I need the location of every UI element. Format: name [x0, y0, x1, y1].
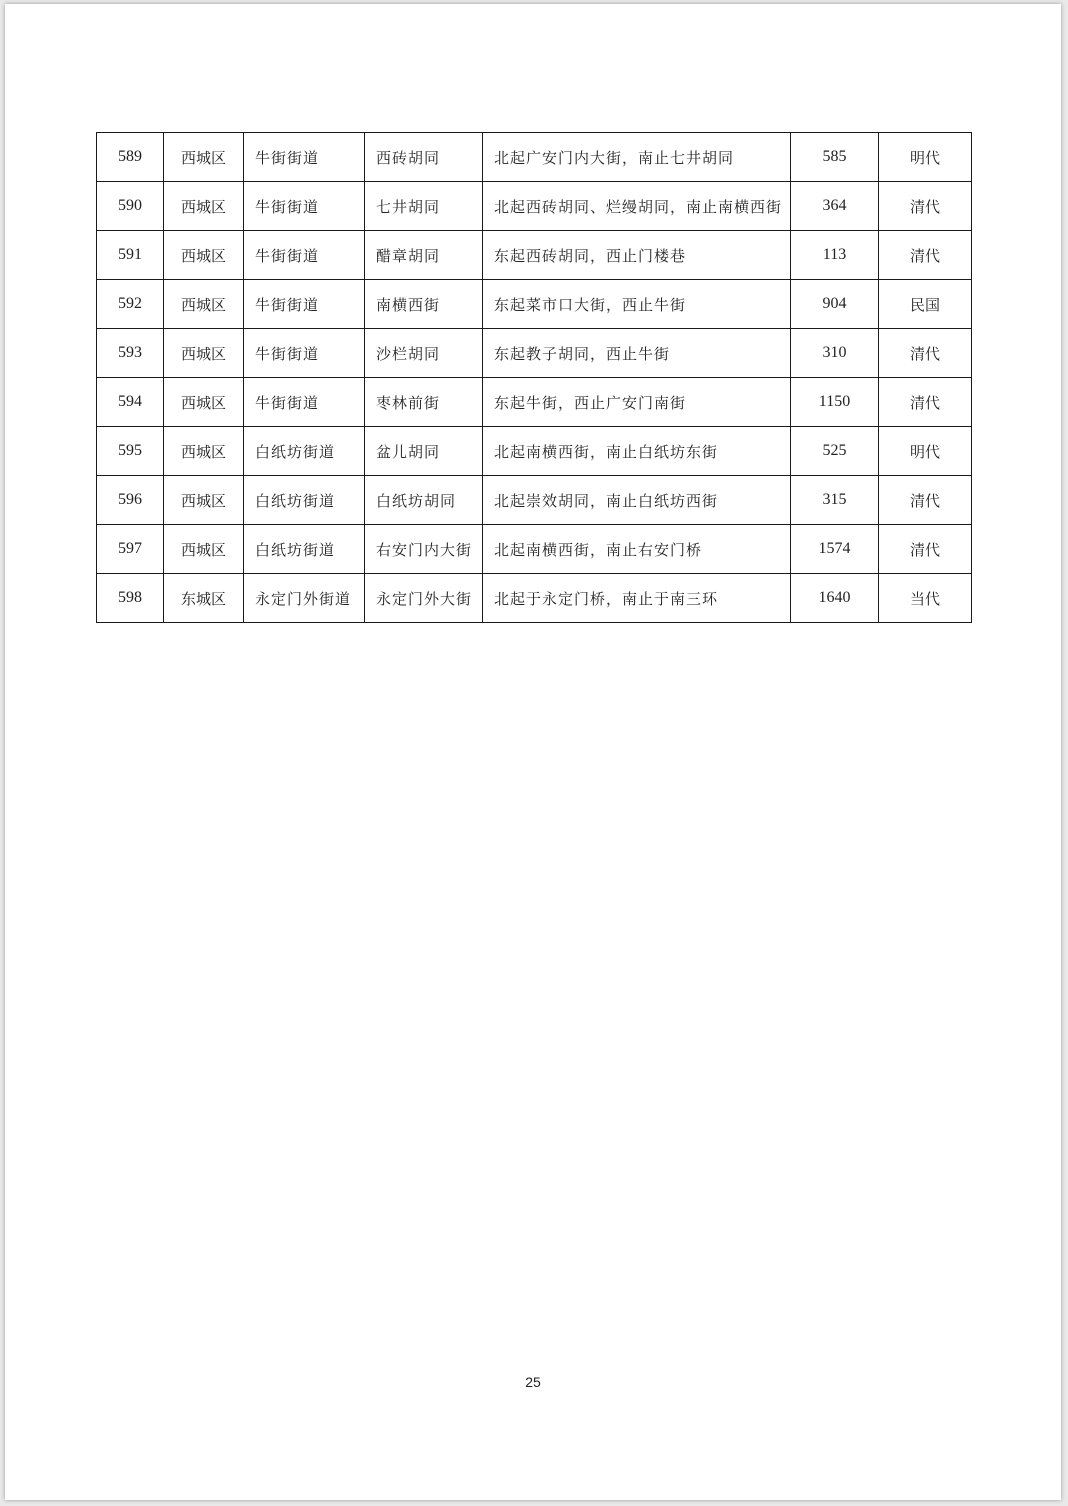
table-row	[97, 280, 972, 329]
table-row	[97, 378, 972, 427]
cell-subdistrict: 白纸坊街道	[244, 427, 365, 476]
cell-street-name: 西砖胡同	[365, 133, 483, 182]
table-row	[97, 574, 972, 623]
cell-street-name: 沙栏胡同	[365, 329, 483, 378]
table-row	[97, 427, 972, 476]
cell-length: 585	[791, 133, 879, 182]
cell-street-name: 南横西街	[365, 280, 483, 329]
cell-length: 315	[791, 476, 879, 525]
cell-subdistrict: 牛街街道	[244, 231, 365, 280]
cell-era: 清代	[879, 525, 972, 574]
cell-number: 598	[97, 574, 164, 623]
cell-street-name: 盆儿胡同	[365, 427, 483, 476]
cell-length: 113	[791, 231, 879, 280]
cell-subdistrict: 永定门外街道	[244, 574, 365, 623]
cell-length: 310	[791, 329, 879, 378]
cell-number: 593	[97, 329, 164, 378]
cell-district: 西城区	[164, 182, 244, 231]
table-row	[97, 329, 972, 378]
cell-length: 1640	[791, 574, 879, 623]
table-row	[97, 525, 972, 574]
cell-district: 西城区	[164, 427, 244, 476]
page-number: 25	[525, 1374, 541, 1390]
cell-subdistrict: 牛街街道	[244, 280, 365, 329]
cell-extent: 北起南横西街，南止白纸坊东街	[483, 427, 791, 476]
cell-era: 清代	[879, 182, 972, 231]
cell-number: 592	[97, 280, 164, 329]
cell-era: 明代	[879, 133, 972, 182]
cell-street-name: 右安门内大街	[365, 525, 483, 574]
cell-number: 596	[97, 476, 164, 525]
cell-era: 清代	[879, 476, 972, 525]
cell-number: 589	[97, 133, 164, 182]
street-table	[96, 132, 972, 623]
document-page	[5, 4, 1061, 1500]
cell-extent: 北起于永定门桥，南止于南三环	[483, 574, 791, 623]
street-table-body	[97, 133, 972, 623]
cell-district: 西城区	[164, 476, 244, 525]
cell-street-name: 枣林前街	[365, 378, 483, 427]
table-row	[97, 231, 972, 280]
cell-number: 597	[97, 525, 164, 574]
cell-extent: 北起南横西街，南止右安门桥	[483, 525, 791, 574]
cell-number: 595	[97, 427, 164, 476]
cell-number: 591	[97, 231, 164, 280]
cell-era: 民国	[879, 280, 972, 329]
cell-district: 西城区	[164, 231, 244, 280]
cell-district: 西城区	[164, 329, 244, 378]
cell-district: 西城区	[164, 378, 244, 427]
cell-era: 当代	[879, 574, 972, 623]
cell-subdistrict: 牛街街道	[244, 378, 365, 427]
cell-extent: 东起西砖胡同，西止门楼巷	[483, 231, 791, 280]
cell-subdistrict: 牛街街道	[244, 133, 365, 182]
cell-street-name: 永定门外大街	[365, 574, 483, 623]
cell-extent: 北起崇效胡同，南止白纸坊西街	[483, 476, 791, 525]
cell-era: 明代	[879, 427, 972, 476]
cell-subdistrict: 牛街街道	[244, 329, 365, 378]
cell-length: 525	[791, 427, 879, 476]
cell-street-name: 白纸坊胡同	[365, 476, 483, 525]
cell-subdistrict: 白纸坊街道	[244, 476, 365, 525]
table-row	[97, 133, 972, 182]
cell-extent: 东起菜市口大街，西止牛街	[483, 280, 791, 329]
cell-subdistrict: 牛街街道	[244, 182, 365, 231]
cell-subdistrict: 白纸坊街道	[244, 525, 365, 574]
cell-number: 594	[97, 378, 164, 427]
cell-district: 西城区	[164, 133, 244, 182]
cell-street-name: 醋章胡同	[365, 231, 483, 280]
cell-era: 清代	[879, 329, 972, 378]
cell-era: 清代	[879, 231, 972, 280]
cell-street-name: 七井胡同	[365, 182, 483, 231]
cell-district: 东城区	[164, 574, 244, 623]
cell-era: 清代	[879, 378, 972, 427]
cell-extent: 北起西砖胡同、烂缦胡同，南止南横西街	[483, 182, 791, 231]
cell-length: 904	[791, 280, 879, 329]
cell-district: 西城区	[164, 280, 244, 329]
cell-extent: 东起牛街，西止广安门南街	[483, 378, 791, 427]
cell-length: 364	[791, 182, 879, 231]
cell-extent: 北起广安门内大街，南止七井胡同	[483, 133, 791, 182]
cell-district: 西城区	[164, 525, 244, 574]
cell-length: 1574	[791, 525, 879, 574]
table-row	[97, 182, 972, 231]
cell-length: 1150	[791, 378, 879, 427]
cell-extent: 东起教子胡同，西止牛街	[483, 329, 791, 378]
table-row	[97, 476, 972, 525]
cell-number: 590	[97, 182, 164, 231]
